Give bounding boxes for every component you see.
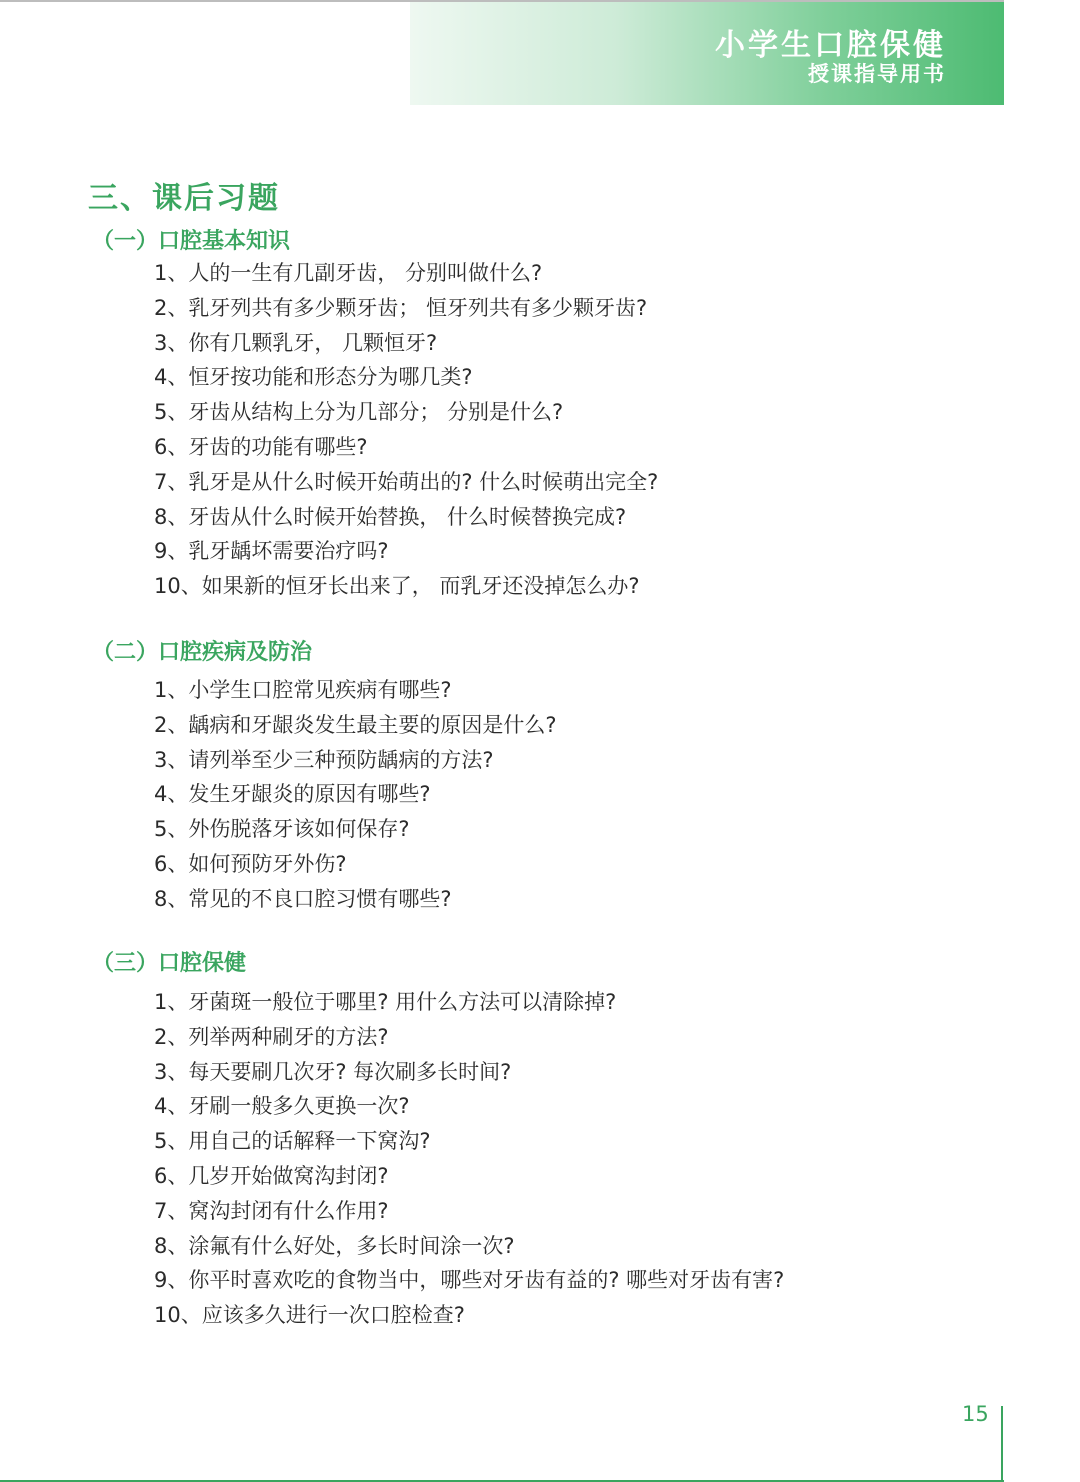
subsection-title-basic-knowledge: （一）口腔基本知识 — [92, 229, 291, 254]
question-item: 1、人的一生有几副牙齿， 分别叫做什么? — [154, 261, 543, 285]
question-list-oral-care — [154, 985, 784, 1333]
page-number: 15 — [962, 1402, 989, 1426]
question-list-diseases — [154, 673, 557, 917]
question-item: 2、乳牙列共有多少颗牙齿； 恒牙列共有多少颗牙齿? — [154, 295, 648, 320]
question-item: 9、你平时喜欢吃的食物当中，哪些对牙齿有益的? 哪些对牙齿有害? — [154, 1268, 785, 1293]
question-item: 5、牙齿从结构上分为几部分； 分别是什么? — [154, 400, 564, 425]
question-item: 7、乳牙是从什么时候开始萌出的? 什么时候萌出完全? — [154, 469, 659, 494]
question-item: 3、每天要刷几次牙? 每次刷多长时间? — [154, 1059, 512, 1084]
question-item: 9、乳牙龋坏需要治疗吗? — [154, 539, 389, 564]
question-item: 8、涂氟有什么好处，多长时间涂一次? — [154, 1233, 515, 1258]
question-item: 2、龋病和牙龈炎发生最主要的原因是什么? — [154, 712, 557, 737]
question-item: 1、牙菌斑一般位于哪里? 用什么方法可以清除掉? — [154, 990, 617, 1014]
page-number-rule — [1001, 1406, 1003, 1482]
question-item: 4、牙刷一般多久更换一次? — [154, 1094, 410, 1119]
question-list-basic-knowledge — [154, 256, 658, 604]
question-item: 10、应该多久进行一次口腔检查? — [154, 1303, 465, 1328]
section-heading: 三、课后习题 — [88, 181, 280, 216]
question-item: 8、常见的不良口腔习惯有哪些? — [154, 886, 452, 911]
question-item: 7、窝沟封闭有什么作用? — [154, 1198, 389, 1223]
question-item: 6、牙齿的功能有哪些? — [154, 434, 368, 459]
question-item: 8、牙齿从什么时候开始替换， 什么时候替换完成? — [154, 504, 627, 529]
question-item: 6、几岁开始做窝沟封闭? — [154, 1163, 389, 1188]
question-item: 10、如果新的恒牙长出来了， 而乳牙还没掉怎么办? — [154, 574, 640, 599]
question-item: 2、列举两种刷牙的方法? — [154, 1024, 389, 1049]
book-subtitle: 授课指导用书 — [808, 62, 946, 86]
question-item: 6、如何预防牙外伤? — [154, 851, 347, 876]
question-item: 4、恒牙按功能和形态分为哪几类? — [154, 365, 473, 390]
question-item: 5、外伤脱落牙该如何保存? — [154, 817, 410, 842]
book-title: 小学生口腔保健 — [715, 28, 946, 63]
header-banner — [410, 2, 1004, 105]
subsection-title-diseases: （二）口腔疾病及防治 — [92, 640, 313, 665]
question-item: 3、你有几颗乳牙， 几颗恒牙? — [154, 330, 438, 355]
subsection-title-oral-care: （三）口腔保健 — [92, 951, 247, 976]
question-item: 3、请列举至少三种预防龋病的方法? — [154, 747, 494, 772]
question-item: 5、用自己的话解释一下窝沟? — [154, 1129, 431, 1154]
question-item: 4、发生牙龈炎的原因有哪些? — [154, 782, 431, 807]
question-item: 1、小学生口腔常见疾病有哪些? — [154, 678, 452, 702]
